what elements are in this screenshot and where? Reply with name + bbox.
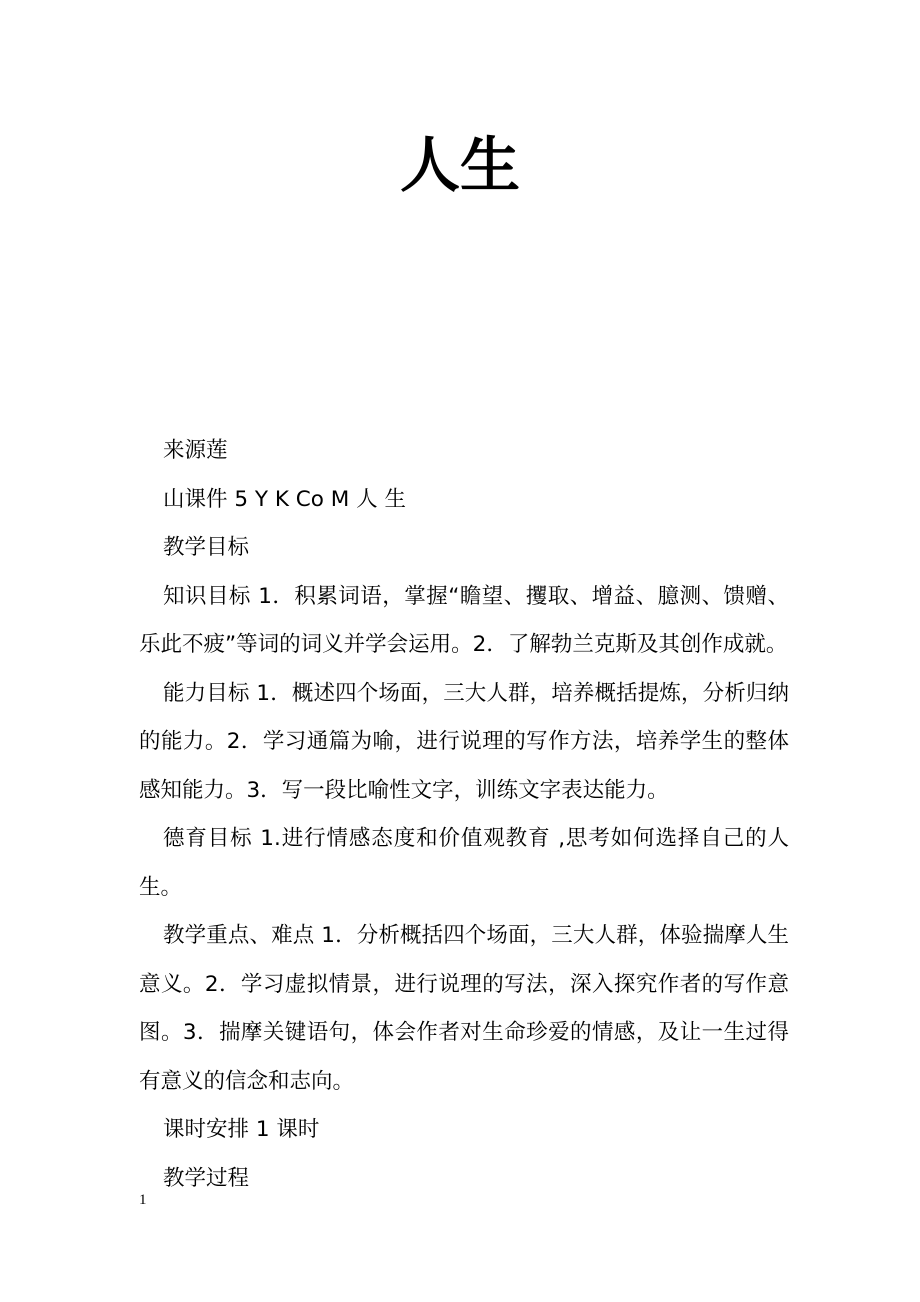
moral-goals-paragraph: 德育目标 1.进行情感态度和价值观教育 ,思考如何选择自己的人生。	[139, 826, 789, 900]
section-heading-teaching-process: 教学过程	[163, 1165, 250, 1191]
page-number: 1	[139, 1192, 147, 1208]
knowledge-goals-paragraph: 知识目标 1．积累词语，掌握“瞻望、攫取、增益、臆测、馈赠、乐此不疲”等词的词义并学会运用。2．了解勃兰克斯及其创作成就。	[139, 583, 789, 657]
key-points-paragraph: 教学重点、难点 1．分析概括四个场面，三大人群，体验揣摩人生意义。2．学习虚拟情景，进行说理的写法，深入探究作者的写作意图。3．揣摩关键语句，体会作者对生命珍爱的情感，及让一生过得有意义的信念和志向。	[139, 923, 789, 1094]
document-body	[139, 427, 789, 1203]
schedule-paragraph: 课时安排 1 课时	[163, 1117, 320, 1142]
source-line: 来源莲	[163, 438, 228, 463]
document-title: 人生	[400, 131, 520, 201]
ability-goals-paragraph: 能力目标 1．概述四个场面，三大人群，培养概括提炼，分析归纳的能力。2．学习通篇为喻，进行说理的写作方法，培养学生的整体感知能力。3．写一段比喻性文字，训练文字表达能力。	[139, 680, 789, 803]
section-heading-teaching-goals: 教学目标	[163, 535, 250, 560]
courseware-line: 山课件 5 Y K Co M 人 生	[163, 486, 406, 512]
